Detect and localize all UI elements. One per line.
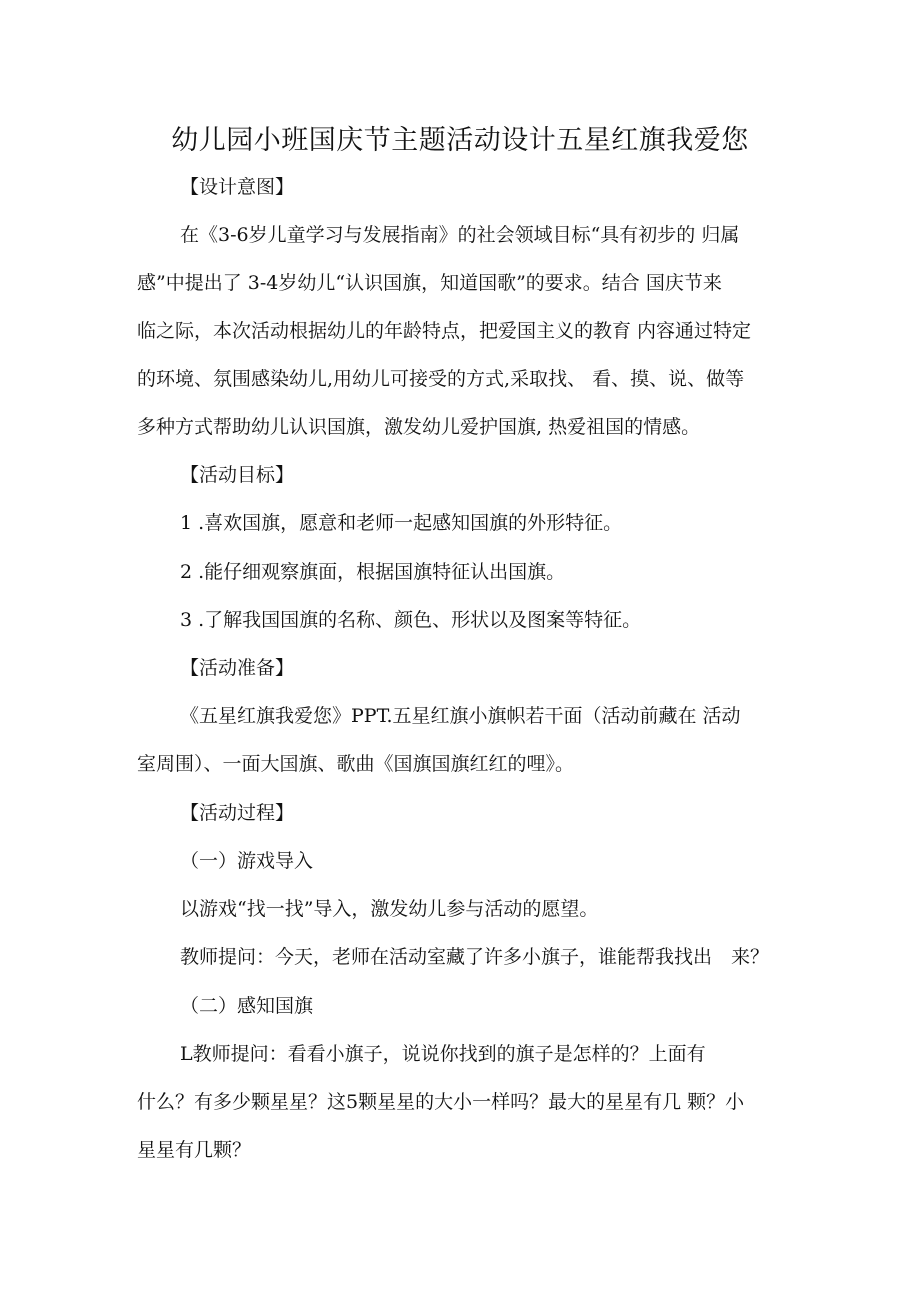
section-heading-process: 【活动过程】 (180, 802, 295, 824)
subsection-title: （一）游戏导入 (180, 850, 314, 872)
paragraph-line: 的环境、氛围感染幼儿,用幼儿可接受的方式,采取找、 看、摸、说、做等 (137, 368, 745, 390)
paragraph-line: L教师提问：看看小旗子，说说你找到的旗子是怎样的？上面有 (180, 1043, 706, 1065)
section-heading-goals: 【活动目标】 (180, 464, 295, 486)
section-heading-design-intent: 【设计意图】 (180, 176, 295, 198)
goal-item: 2 .能仔细观察旗面，根据国旗特征认出国旗。 (180, 561, 566, 583)
section-heading-preparation: 【活动准备】 (180, 657, 295, 679)
paragraph-line: 在《3-6岁儿童学习与发展指南》的社会领域目标“具有初步的 归属 (180, 224, 740, 246)
paragraph-line: 星星有几颗？ (137, 1139, 252, 1161)
paragraph-line: 《五星红旗我爱您》PPT.五星红旗小旗帜若干面（活动前藏在 活动 (180, 705, 741, 727)
paragraph-line: 教师提问：今天，老师在活动室藏了许多小旗子，谁能帮我找出 来？ (180, 946, 770, 968)
document-title: 幼儿园小班国庆节主题活动设计五星红旗我爱您 (171, 125, 749, 156)
subsection-title: （二）感知国旗 (180, 995, 314, 1017)
paragraph-line: 感”中提出了 3-4岁幼儿“认识国旗，知道国歌”的要求。结合 国庆节来 (137, 272, 722, 294)
goal-item: 3 .了解我国国旗的名称、颜色、形状以及图案等特征。 (180, 609, 642, 631)
paragraph-line: 多种方式帮助幼儿认识国旗，激发幼儿爱护国旗, 热爱祖国的情感。 (137, 416, 701, 438)
paragraph-line: 以游戏“找一找”导入，激发幼儿参与活动的愿望。 (180, 898, 599, 920)
paragraph-line: 什么？有多少颗星星？这5颗星星的大小一样吗？最大的星星有几 颗？小 (137, 1091, 745, 1113)
paragraph-line: 临之际，本次活动根据幼儿的年龄特点，把爱国主义的教育 内容通过特定 (137, 320, 752, 342)
goal-item: 1 .喜欢国旗，愿意和老师一起感知国旗的外形特征。 (180, 512, 623, 534)
paragraph-line: 室周围）、一面大国旗、歌曲《国旗国旗红红的哩》。 (137, 753, 575, 775)
